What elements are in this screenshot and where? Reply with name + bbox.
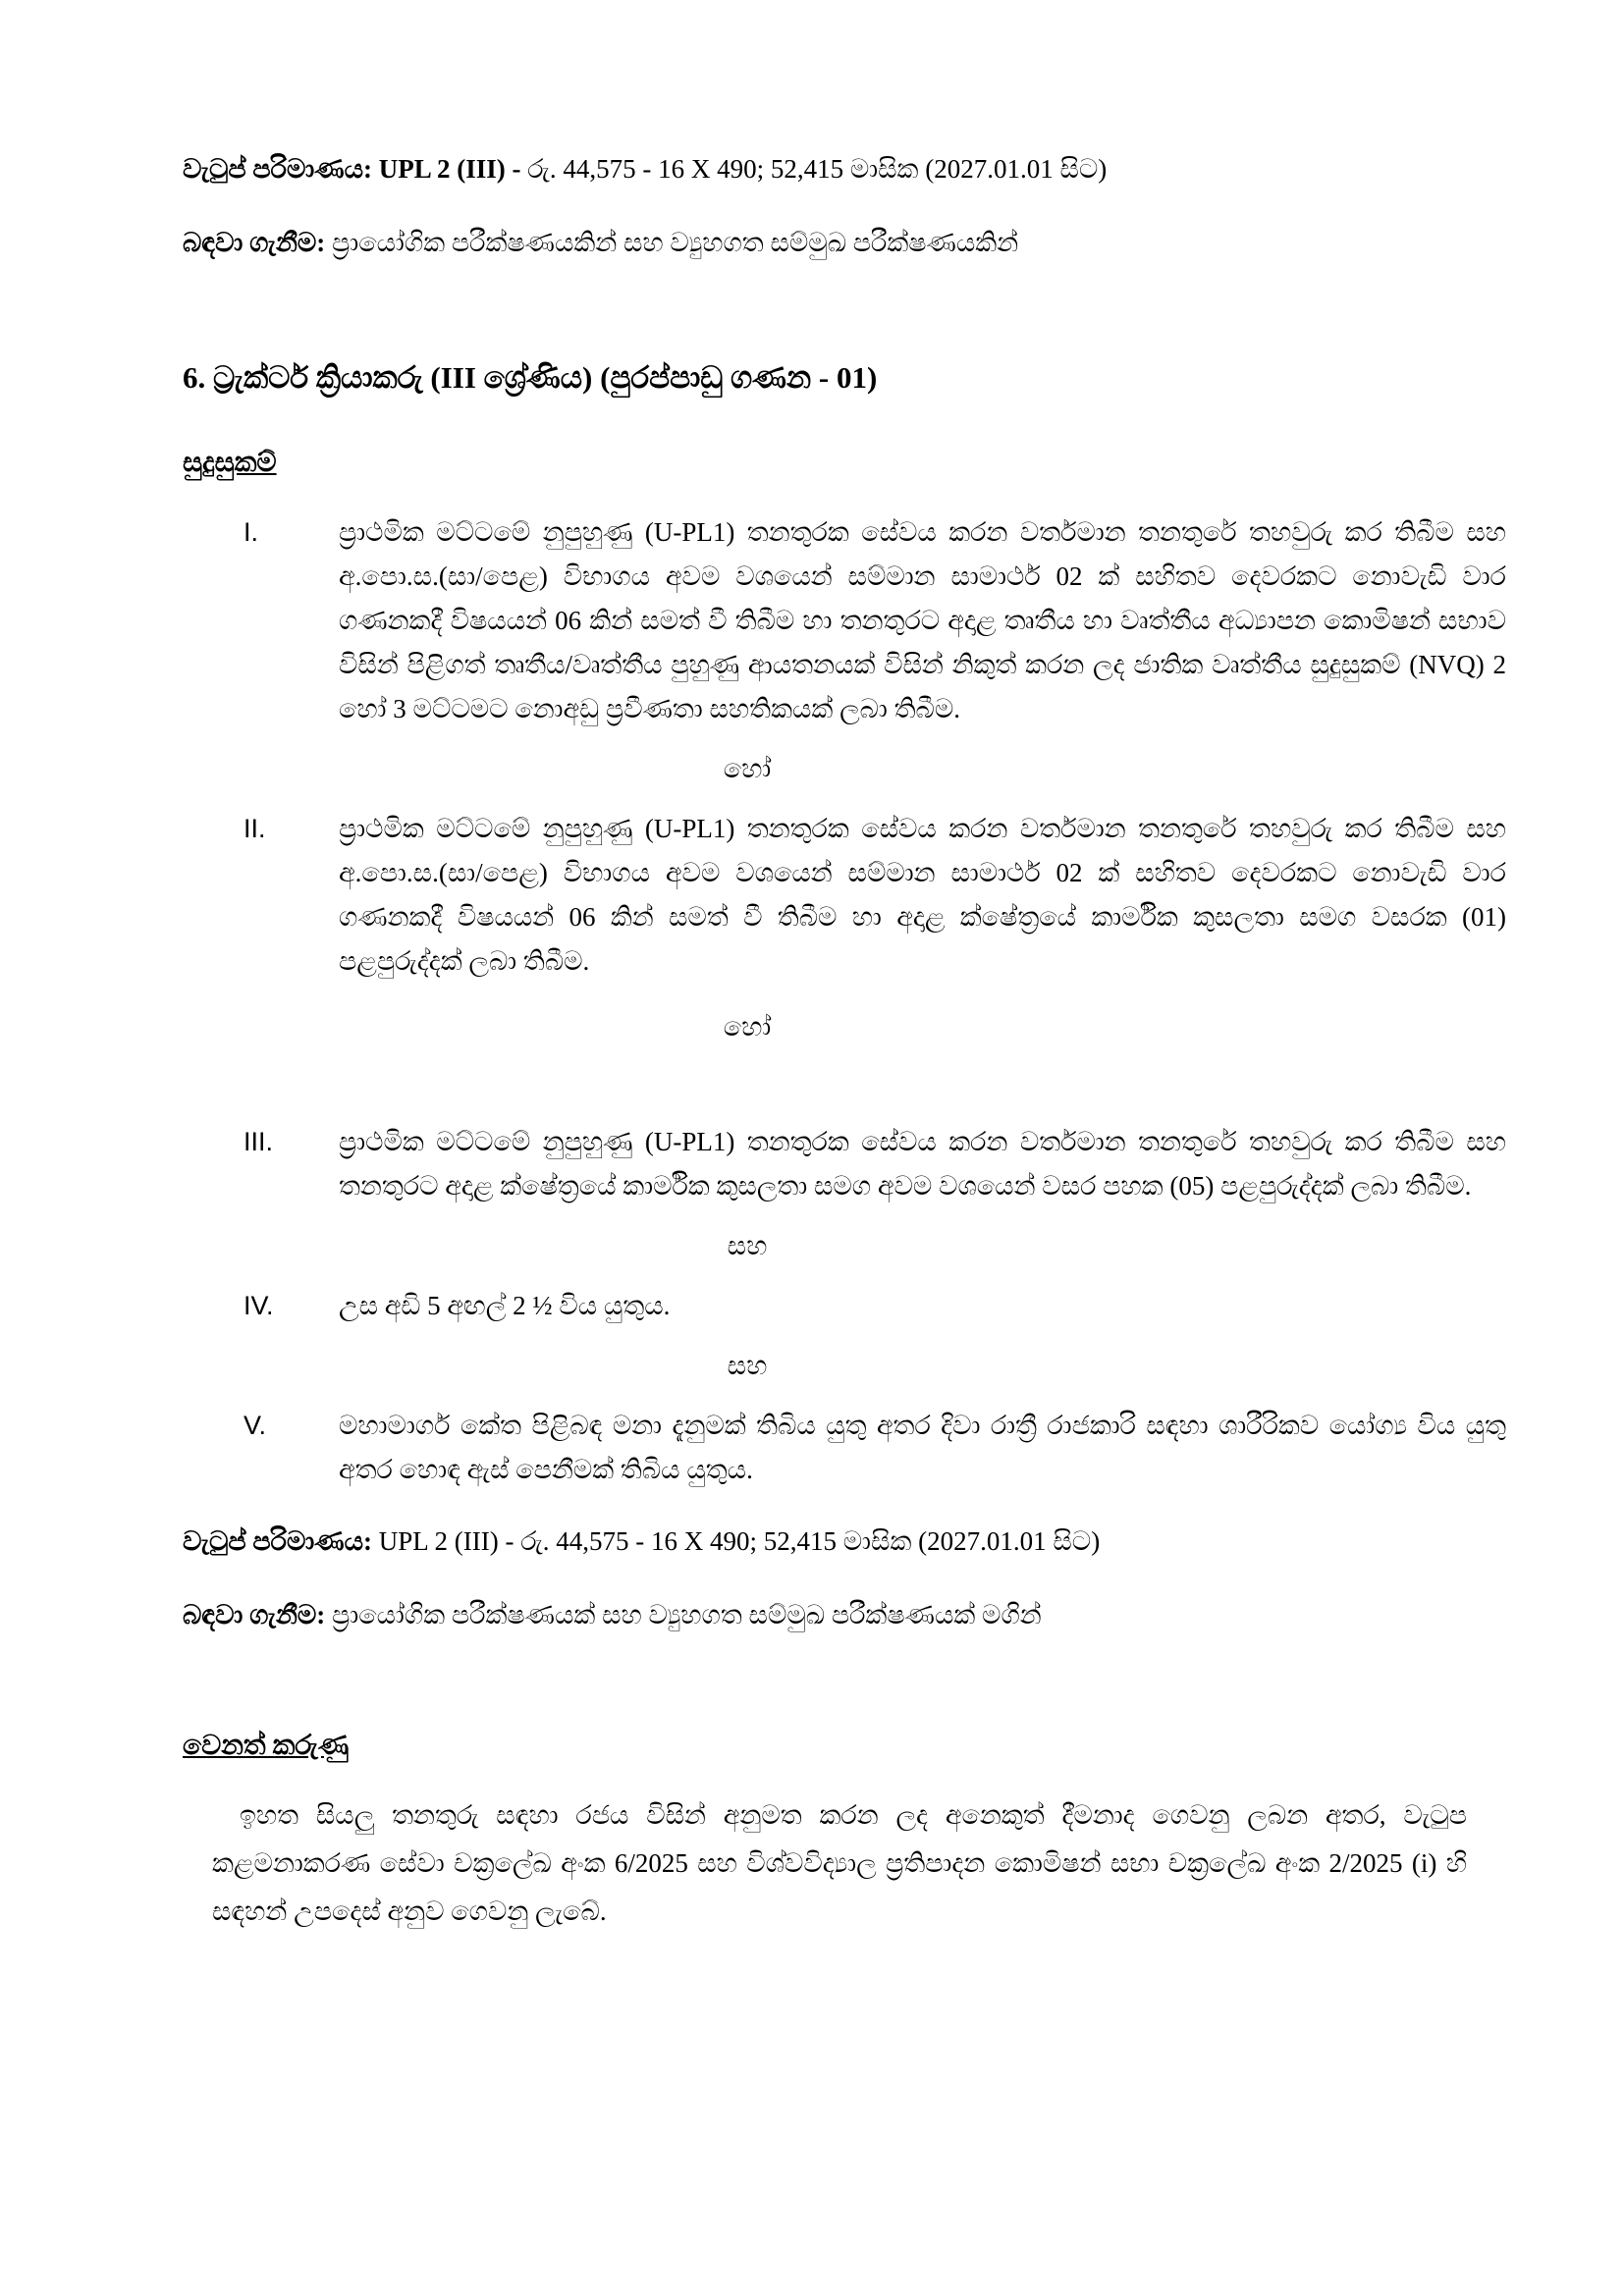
item-numeral-5: V. [244,1411,267,1440]
separator-and-2: සහ [727,1351,768,1380]
qualification-item-2 [183,807,1506,984]
item-text-3: ප්‍රාථමික මට්ටමේ නුපුහුණු (U-PL1) තනතුරක සේවය කරන වර්තමාන තනතුරේ තහවුරු කර තිබීම සහ තනතුරට අදාළ ක්ෂේත්‍රයේ කාර්මික කුසලතා සමග අවම වශයෙන් වසර පහක (05) පළපුරුද්දක් ලබා තිබීම. [339,1127,1506,1201]
qualification-item-1 [183,510,1506,731]
qualification-item-5 [183,1404,1506,1492]
salary-scale-line-bottom [183,1520,1506,1564]
item-numeral-3: III. [244,1127,274,1156]
item-numeral-1: I. [244,517,259,547]
item-text-2: ප්‍රාථමික මට්ටමේ නුපුහුණු (U-PL1) තනතුරක සේවය කරන වර්තමාන තනතුරේ තහවුරු කර තිබීම සහ අ.පො.ස.(සා/පෙළ) විභාගය අවම වශයෙන් සම්මාන සාමාර්ථ 02 ක් සහිතව දෙවරකට නොවැඩි වාර ගණනකදී විෂයයන් 06 කින් සමත් වී තිබීම හා අදාළ ක්ෂේත්‍රයේ කාර්මික කුසලතා සමග වසරක (01) පළපුරුද්දක් ලබා තිබීම. [339,814,1506,976]
qualification-item-4 [183,1284,1506,1328]
recruitment-label-top: බඳවා ගැනීම: [183,228,333,257]
recruitment-value-bottom: ප්‍රායෝගික පරීක්ෂණයක් සහ ව්‍යුහගත සම්මුඛ පරීක්ෂණයක් මගින් [332,1600,1042,1629]
separator-and-1: සහ [727,1231,768,1260]
item-text-4: උස අඩි 5 අඟල් 2 ½ විය යුතුය. [339,1291,671,1320]
qualifications-heading: සුදුසුකම් [183,448,277,478]
qualification-item-3 [183,1120,1506,1208]
recruitment-line-top [183,221,1506,265]
separator-or-1: හෝ [723,754,772,783]
salary-scale-line-top [183,147,1506,191]
recruitment-label-bottom: බඳවා ගැනීම: [183,1600,333,1629]
position-heading: 6. ට්‍රැක්ටර් ක්‍රියාකරු (III ශ්‍රේණිය) (පුරප්පාඩු ගණන - 01) [183,360,878,395]
item-text-5: මහාමාර්ග කේත පිළිබඳ මනා දැනුමක් තිබිය යුතු අතර දිවා රාත්‍රී රාජකාරි සඳහා ශාරීරිකව යෝග්‍ය විය යුතු අතර හොඳ ඇස් පෙනීමක් තිබිය යුතුය. [339,1411,1506,1484]
salary-scale-value-bottom: UPL 2 (III) - රු. 44,575 - 16 X 490; 52,415 මාසික (2027.01.01 සිට) [378,1526,1101,1556]
item-numeral-2: II. [244,814,266,843]
recruitment-line-bottom [183,1593,1506,1637]
recruitment-value-top: ප්‍රායෝගික පරීක්ෂණයකින් සහ ව්‍යුහගත සම්මුඛ පරීක්ෂණයකින් [332,228,1019,257]
item-text-1: ප්‍රාථමික මට්ටමේ නුපුහුණු (U-PL1) තනතුරක සේවය කරන වර්තමාන තනතුරේ තහවුරු කර තිබීම සහ අ.පො.ස.(සා/පෙළ) විභාගය අවම වශයෙන් සම්මාන සාමාර්ථ 02 ක් සහිතව දෙවරකට නොවැඩි වාර ගණනකදී විෂයයන් 06 කින් සමත් වී තිබීම හා තනතුරට අදාළ තෘතීය හා වෘත්තීය අධ්‍යාපන කොමිෂන් සභාව විසින් පිළිගත් තෘතීය/වෘත්තීය පුහුණු ආයතනයක් විසින් නිකුත් කරන ලද ජාතික වෘත්තීය සුදුසුකම් (NVQ) 2 හෝ 3 මට්ටමට නොඅඩු ප්‍රවීණතා සහතිකයක් ලබා තිබීම. [339,517,1506,723]
other-matters-paragraph: ඉහත සියලු තනතුරු සඳහා රජය විසින් අනුමත කරන ලද අනෙකුත් දීමනාද ගෙවනු ලබන අතර, වැටුප කළමනාකරණ සේවා චක්‍රලේඛ අංක 6/2025 සහ විශ්වවිද්‍යාල ප්‍රතිපාදන කොමිෂන් සභා චක්‍රලේඛ අංක 2/2025 (i) හි සඳහන් උපදෙස් අනුව ගෙවනු ලැබේ. [212,1800,1467,1926]
separator-or-2: හෝ [723,1012,772,1041]
item-numeral-4: IV. [244,1291,274,1320]
salary-scale-label-top: වැටුප් පරිමාණය: UPL 2 (III) - [183,154,528,184]
salary-scale-label-bottom: වැටුප් පරිමාණය: [183,1526,379,1556]
salary-scale-value-top: රු. 44,575 - 16 X 490; 52,415 මාසික (2027.01.01 සිට) [527,154,1108,184]
other-matters-heading: වෙනත් කරුණු [183,1731,350,1761]
